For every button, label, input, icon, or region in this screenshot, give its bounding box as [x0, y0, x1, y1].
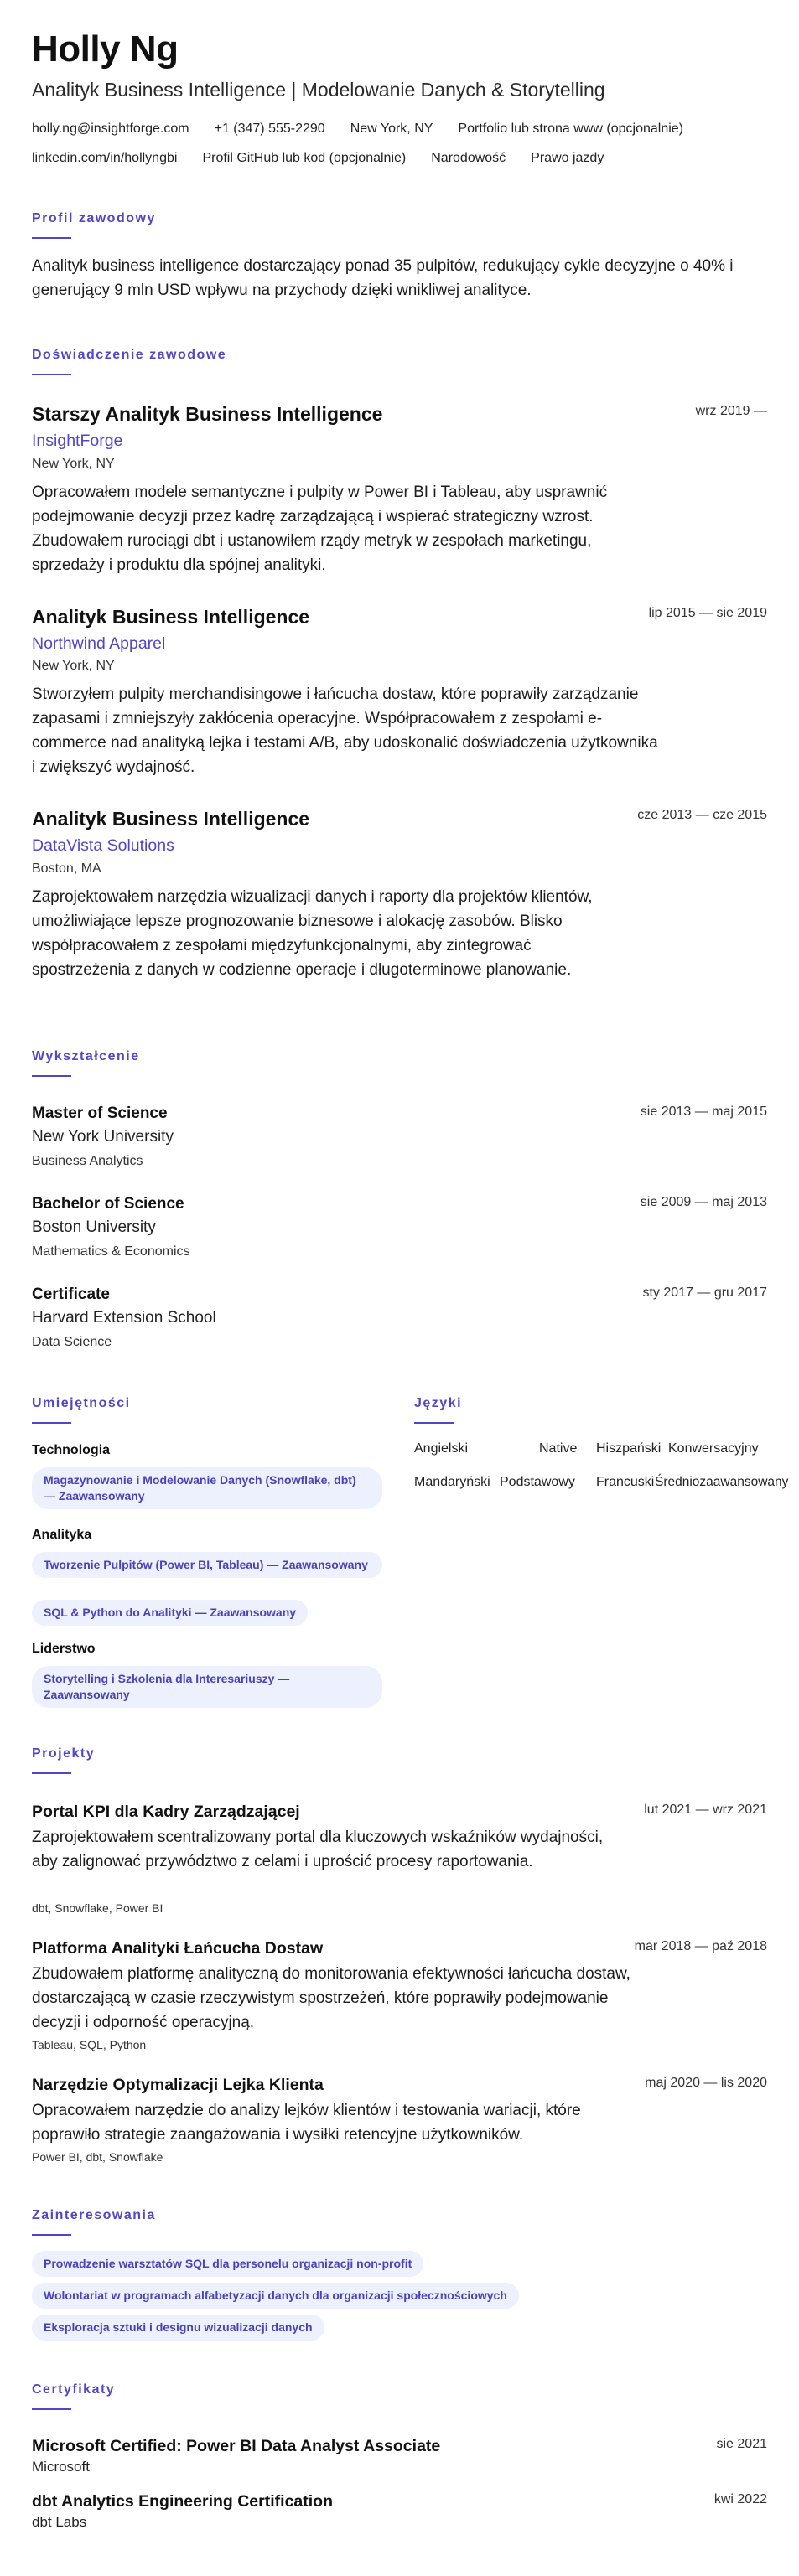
job-description: Opracowałem modele semantyczne i pulpity w Power BI i Tableau, aby usprawnić podejmowanie decyzji przez kadrę zarządzającą i wspierać strategiczny wzrost. Zbudowałem rurociągi dbt i ustanowiłem rządy metryk w zespołach marketingu, sprzedaży i produktu dla spójnej analityki. [32, 484, 608, 574]
job-title: Analityk Business Intelligence [32, 606, 310, 628]
job-location: Boston, MA [32, 861, 101, 876]
job-title: Starszy Analityk Business Intelligence [32, 403, 383, 425]
project-dates: maj 2020 — lis 2020 [645, 2076, 767, 2090]
contact-linkedin[interactable]: linkedin.com/in/hollyngbi [32, 151, 178, 165]
section-divider [32, 2408, 71, 2410]
contact-email[interactable]: holly.ng@insightforge.com [32, 122, 189, 136]
section-divider [32, 1772, 71, 1774]
job-company[interactable]: DataVista Solutions [32, 836, 174, 855]
section-divider [32, 1422, 71, 1424]
section-title: Języki [414, 1396, 463, 1410]
section-title: Wykształcenie [32, 1049, 140, 1063]
education-field: Mathematics & Economics [32, 1244, 190, 1259]
job-company[interactable]: Northwind Apparel [32, 634, 166, 653]
section-title: Zainteresowania [32, 2208, 156, 2222]
contact-portfolio[interactable]: Portfolio lub strona www (opcjonalnie) [458, 122, 683, 136]
contact-github[interactable]: Profil GitHub lub kod (opcjonalnie) [202, 151, 407, 165]
project-title: Narzędzie Optymalizacji Lejka Klienta [32, 2076, 324, 2094]
language-level: Średniozaawansowany [655, 1475, 789, 1489]
job-dates: wrz 2019 — [695, 404, 767, 418]
job-title: Analityk Business Intelligence [32, 808, 310, 830]
skill-chip: Storytelling i Szkolenia dla Interesariuszy — Zaawansowany [32, 1666, 382, 1708]
project-title: Platforma Analityki Łańcucha Dostaw [32, 1939, 324, 1958]
languages-section-heading [414, 1396, 462, 1424]
project-dates: lut 2021 — wrz 2021 [644, 1803, 767, 1817]
project-title: Portal KPI dla Kadry Zarządzającej [32, 1803, 300, 1821]
job-company[interactable]: InsightForge [32, 432, 123, 450]
skills-section-heading [32, 1396, 131, 1424]
language-name: Hiszpański [596, 1441, 662, 1456]
section-divider [32, 2234, 71, 2236]
language-level: Native [539, 1441, 578, 1456]
certificate-issuer: Microsoft [32, 2459, 90, 2475]
education-dates: sie 2013 — maj 2015 [640, 1104, 767, 1119]
certificate-issuer: dbt Labs [32, 2514, 87, 2530]
education-dates: sie 2009 — maj 2013 [640, 1195, 767, 1209]
section-title: Profil zawodowy [32, 211, 156, 225]
education-section-heading [32, 1049, 140, 1077]
candidate-name: Holly Ng [32, 28, 179, 70]
summary-section-heading [32, 211, 156, 239]
contact-nationality: Narodowość [431, 151, 506, 165]
skill-category: Analityka [32, 1528, 92, 1542]
contact-row [32, 122, 708, 137]
project-tech: Power BI, dbt, Snowflake [32, 2150, 163, 2164]
job-dates: cze 2013 — cze 2015 [637, 808, 767, 822]
language-name: Francuski [596, 1475, 655, 1489]
experience-section-heading [32, 348, 226, 375]
education-dates: sty 2017 — gru 2017 [642, 1285, 767, 1300]
skill-category: Liderstwo [32, 1642, 96, 1656]
interest-chip: Wolontariat w programach alfabetyzacji danych dla organizacji społecznościowych [32, 2283, 519, 2309]
skill-category: Technologia [32, 1443, 111, 1457]
education-school: New York University [32, 1128, 174, 1146]
job-location: New York, NY [32, 457, 115, 471]
certificates-section-heading [32, 2382, 115, 2410]
section-title: Umiejętności [32, 1396, 131, 1410]
contact-driving-license: Prawo jazdy [531, 151, 604, 165]
job-description: Zaprojektowałem narzędzia wizualizacji danych i raporty dla projektów klientów, umożliwiające lepsze prognozowanie biznesowe i alokację zasobów. Blisko współpracowałem z zespołami międzyfunkcjonalnymi, aby zintegrować spostrzeżenia z danych w codzienne operacje i długoterminowe planowanie. [32, 888, 593, 979]
job-location: New York, NY [32, 659, 115, 673]
education-field: Business Analytics [32, 1154, 143, 1168]
contact-row [32, 151, 629, 166]
language-level: Konwersacyjny [668, 1441, 759, 1456]
section-divider [414, 1422, 454, 1424]
project-tech: Tableau, SQL, Python [32, 2038, 147, 2051]
language-level: Podstawowy [500, 1475, 575, 1489]
projects-section-heading [32, 1746, 95, 1774]
section-title: Projekty [32, 1746, 96, 1761]
project-description: Zbudowałem platformę analityczną do monitorowania efektywności łańcucha dostaw, dostarczającą w czasie rzeczywistym spostrzeżeń, które poprawiły podejmowanie decyzji i odporność operacyjną. [32, 1965, 630, 2031]
certificate-title: dbt Analytics Engineering Certification [32, 2492, 333, 2511]
education-field: Data Science [32, 1335, 112, 1349]
section-divider [32, 1075, 71, 1077]
project-description: Opracowałem narzędzie do analizy lejków klientów i testowania wariacji, które poprawiło strategie zaangażowania i wysiłki retencyjne użytkowników. [32, 2102, 581, 2144]
project-dates: mar 2018 — paź 2018 [634, 1939, 767, 1953]
section-title: Doświadczenie zawodowe [32, 348, 227, 362]
contact-location: New York, NY [350, 122, 433, 136]
skill-chip: Tworzenie Pulpitów (Power BI, Tableau) — Zaawansowany [32, 1552, 382, 1578]
education-degree: Bachelor of Science [32, 1195, 184, 1213]
job-description: Stworzyłem pulpity merchandisingowe i łańcucha dostaw, które poprawiły zarządzanie zapasami i zmniejszyły zakłócenia operacyjne. Współpracowałem z zespołami e-commerce nad analityką lejka i testami A/B, aby udoskonalić doświadczenia użytkownika i zwiększyć wydajność. [32, 685, 658, 776]
section-divider [32, 374, 71, 375]
education-school: Boston University [32, 1218, 156, 1236]
section-title: Certyfikaty [32, 2382, 116, 2397]
skill-chip: Magazynowanie i Modelowanie Danych (Snowflake, dbt) — Zaawansowany [32, 1467, 382, 1509]
summary-text: Analityk business intelligence dostarczający ponad 35 pulpitów, redukujący cykle decyzyjne o 40% i generujący 9 mln USD wpływu na przychody dzięki wnikliwej analityce. [32, 257, 734, 299]
certificate-date: kwi 2022 [713, 2492, 767, 2506]
skill-chip: SQL & Python do Analityki — Zaawansowany [32, 1600, 308, 1626]
education-degree: Master of Science [32, 1104, 168, 1122]
education-degree: Certificate [32, 1285, 110, 1303]
education-school: Harvard Extension School [32, 1309, 216, 1327]
language-name: Mandaryński [414, 1475, 490, 1489]
project-tech: dbt, Snowflake, Power BI [32, 1901, 163, 1915]
section-divider [32, 237, 71, 239]
candidate-headline: Analityk Business Intelligence | Modelowanie Danych & Storytelling [32, 79, 605, 101]
language-name: Angielski [414, 1441, 469, 1456]
interests-section-heading [32, 2208, 156, 2236]
certificate-date: sie 2021 [716, 2437, 767, 2451]
job-dates: lip 2015 — sie 2019 [648, 606, 767, 620]
interest-chip: Eksploracja sztuki i designu wizualizacji danych [32, 2315, 324, 2341]
project-description: Zaprojektowałem scentralizowany portal dla kluczowych wskaźników wydajności, aby zalignować przywództwo z celami i uprościć procesy raportowania. [32, 1829, 604, 1870]
interest-chip: Prowadzenie warsztatów SQL dla personelu organizacji non-profit [32, 2251, 423, 2277]
contact-phone[interactable]: +1 (347) 555-2290 [214, 122, 325, 136]
certificate-title: Microsoft Certified: Power BI Data Analyst Associate [32, 2437, 441, 2455]
